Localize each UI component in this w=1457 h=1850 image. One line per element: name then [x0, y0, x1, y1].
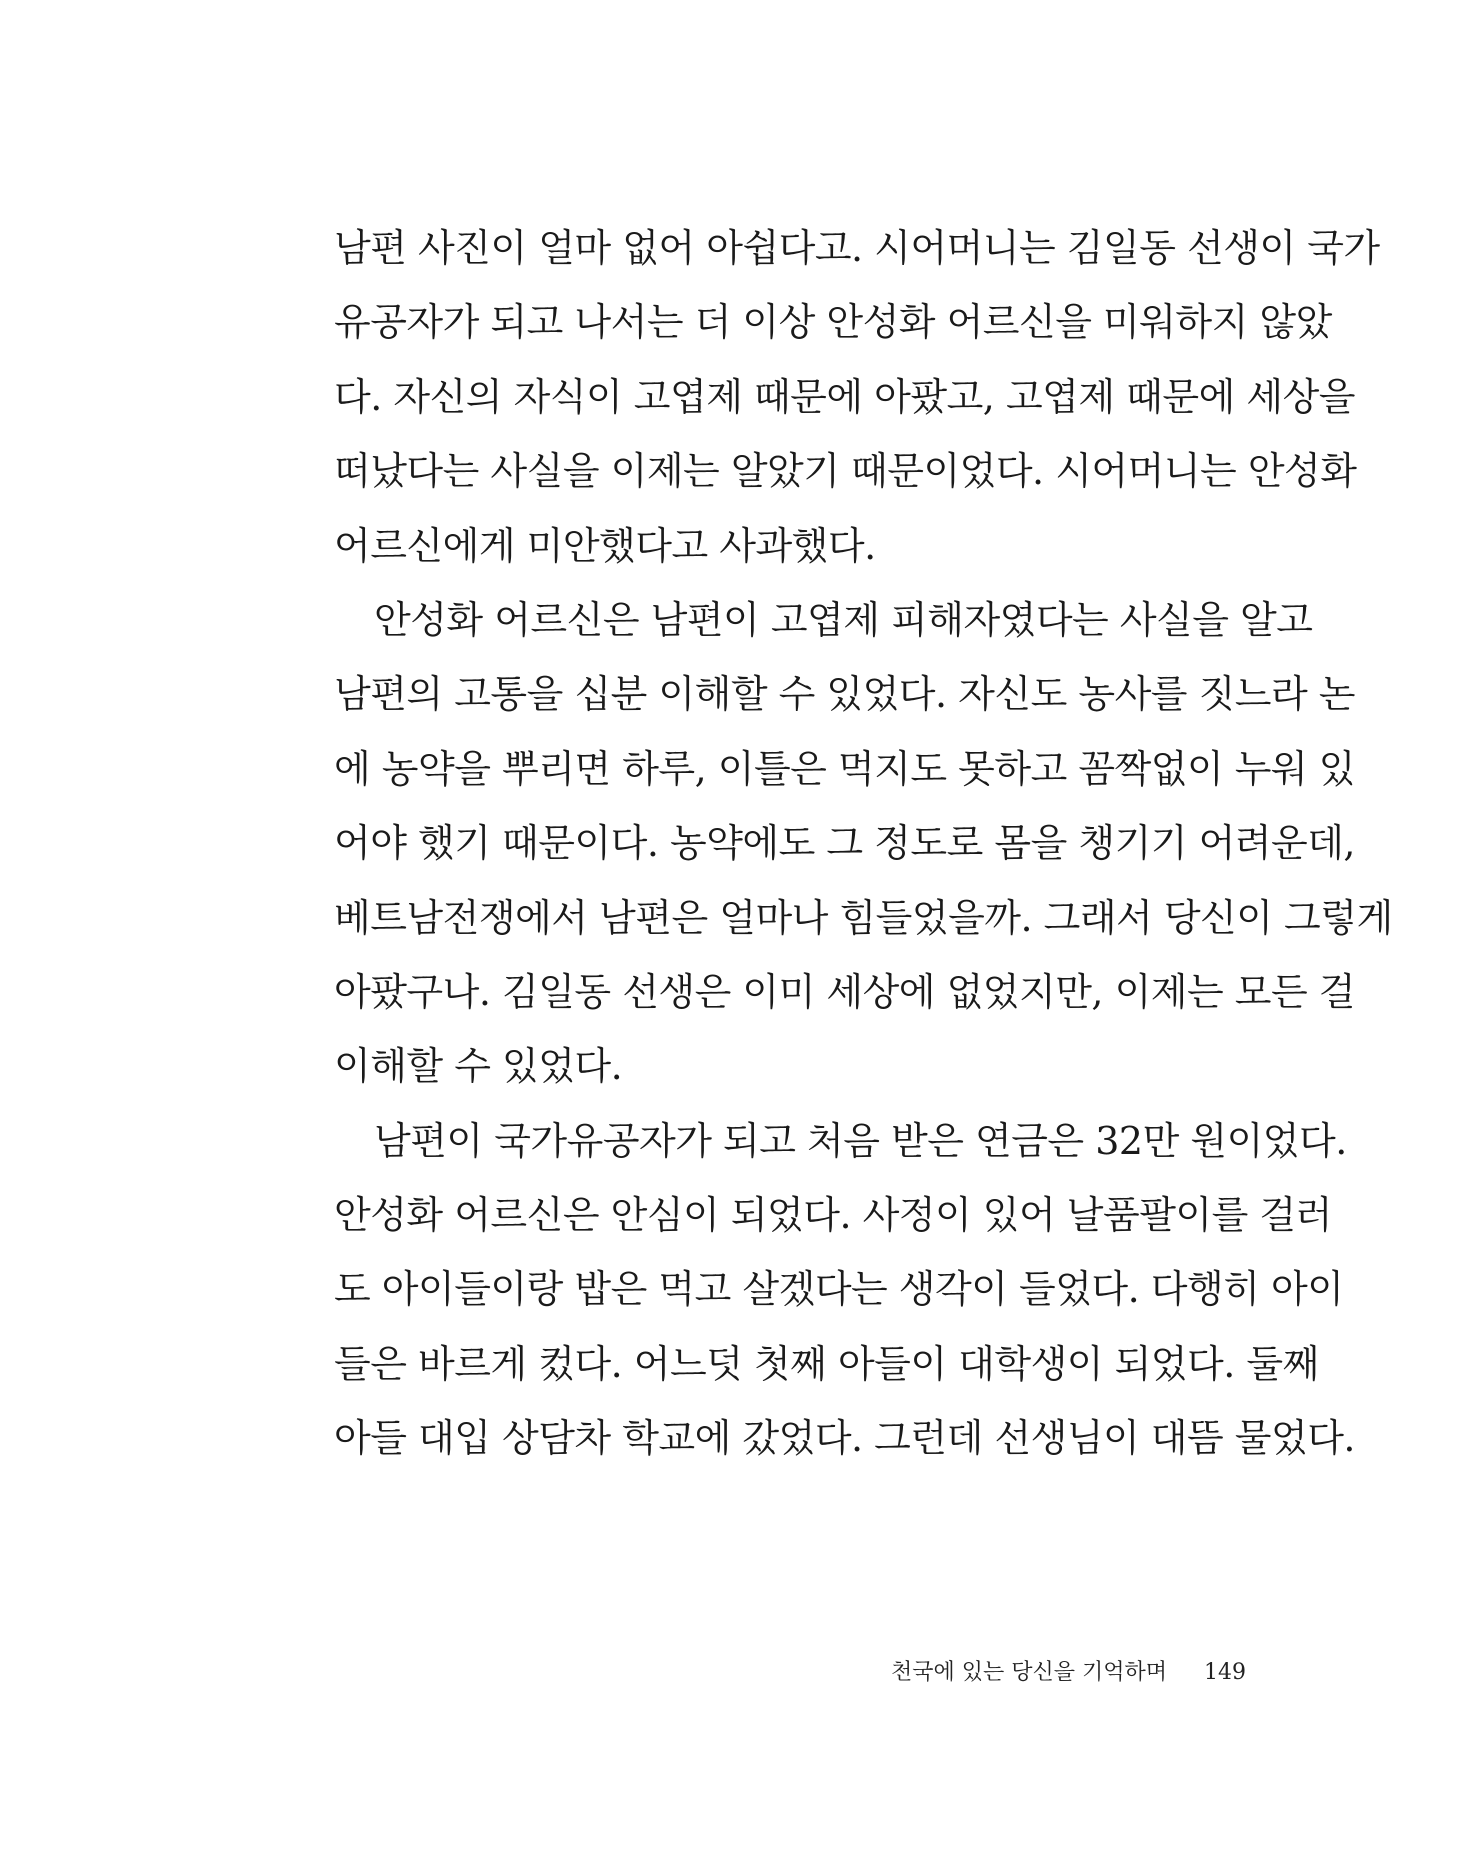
page-number: 149 [1204, 1660, 1246, 1685]
text-line: 남편의 고통을 십분 이해할 수 있었다. 자신도 농사를 짓느라 논 [334, 672, 1355, 717]
text-line: 유공자가 되고 나서는 더 이상 안성화 어르신을 미워하지 않았 [334, 300, 1332, 345]
text-line: 떠났다는 사실을 이제는 알았기 때문이었다. 시어머니는 안성화 [334, 449, 1357, 494]
text-line: 안성화 어르신은 안심이 되었다. 사정이 있어 날품팔이를 걸러 [334, 1193, 1332, 1238]
text-line: 다. 자신의 자식이 고엽제 때문에 아팠고, 고엽제 때문에 세상을 [334, 374, 1355, 419]
running-title: 천국에 있는 당신을 기억하며 [890, 1660, 1167, 1685]
text-line: 어야 했기 때문이다. 농약에도 그 정도로 몸을 챙기기 어려운데, [334, 821, 1355, 866]
text-line: 이해할 수 있었다. [334, 1044, 623, 1089]
text-line: 도 아이들이랑 밥은 먹고 살겠다는 생각이 들었다. 다행히 아이 [334, 1267, 1344, 1312]
page-footer [891, 1655, 1246, 1686]
body-text [334, 218, 1393, 1483]
text-line: 남편이 국가유공자가 되고 처음 받은 연금은 32만 원이었다. [374, 1118, 1347, 1163]
text-line: 어르신에게 미안했다고 사과했다. [334, 523, 876, 568]
text-line: 아들 대입 상담차 학교에 갔었다. 그런데 선생님이 대뜸 물었다. [334, 1416, 1355, 1461]
text-line: 들은 바르게 컸다. 어느덧 첫째 아들이 대학생이 되었다. 둘째 [334, 1341, 1319, 1386]
text-line: 남편 사진이 얼마 없어 아쉽다고. 시어머니는 김일동 선생이 국가 [334, 226, 1380, 270]
text-line: 아팠구나. 김일동 선생은 이미 세상에 없었지만, 이제는 모든 걸 [334, 969, 1355, 1014]
text-line: 안성화 어르신은 남편이 고엽제 피해자였다는 사실을 알고 [374, 597, 1313, 642]
text-line: 베트남전쟁에서 남편은 얼마나 힘들었을까. 그래서 당신이 그렇게 [334, 895, 1393, 940]
text-line: 에 농약을 뿌리면 하루, 이틀은 먹지도 못하고 꼼짝없이 누워 있 [334, 746, 1355, 791]
